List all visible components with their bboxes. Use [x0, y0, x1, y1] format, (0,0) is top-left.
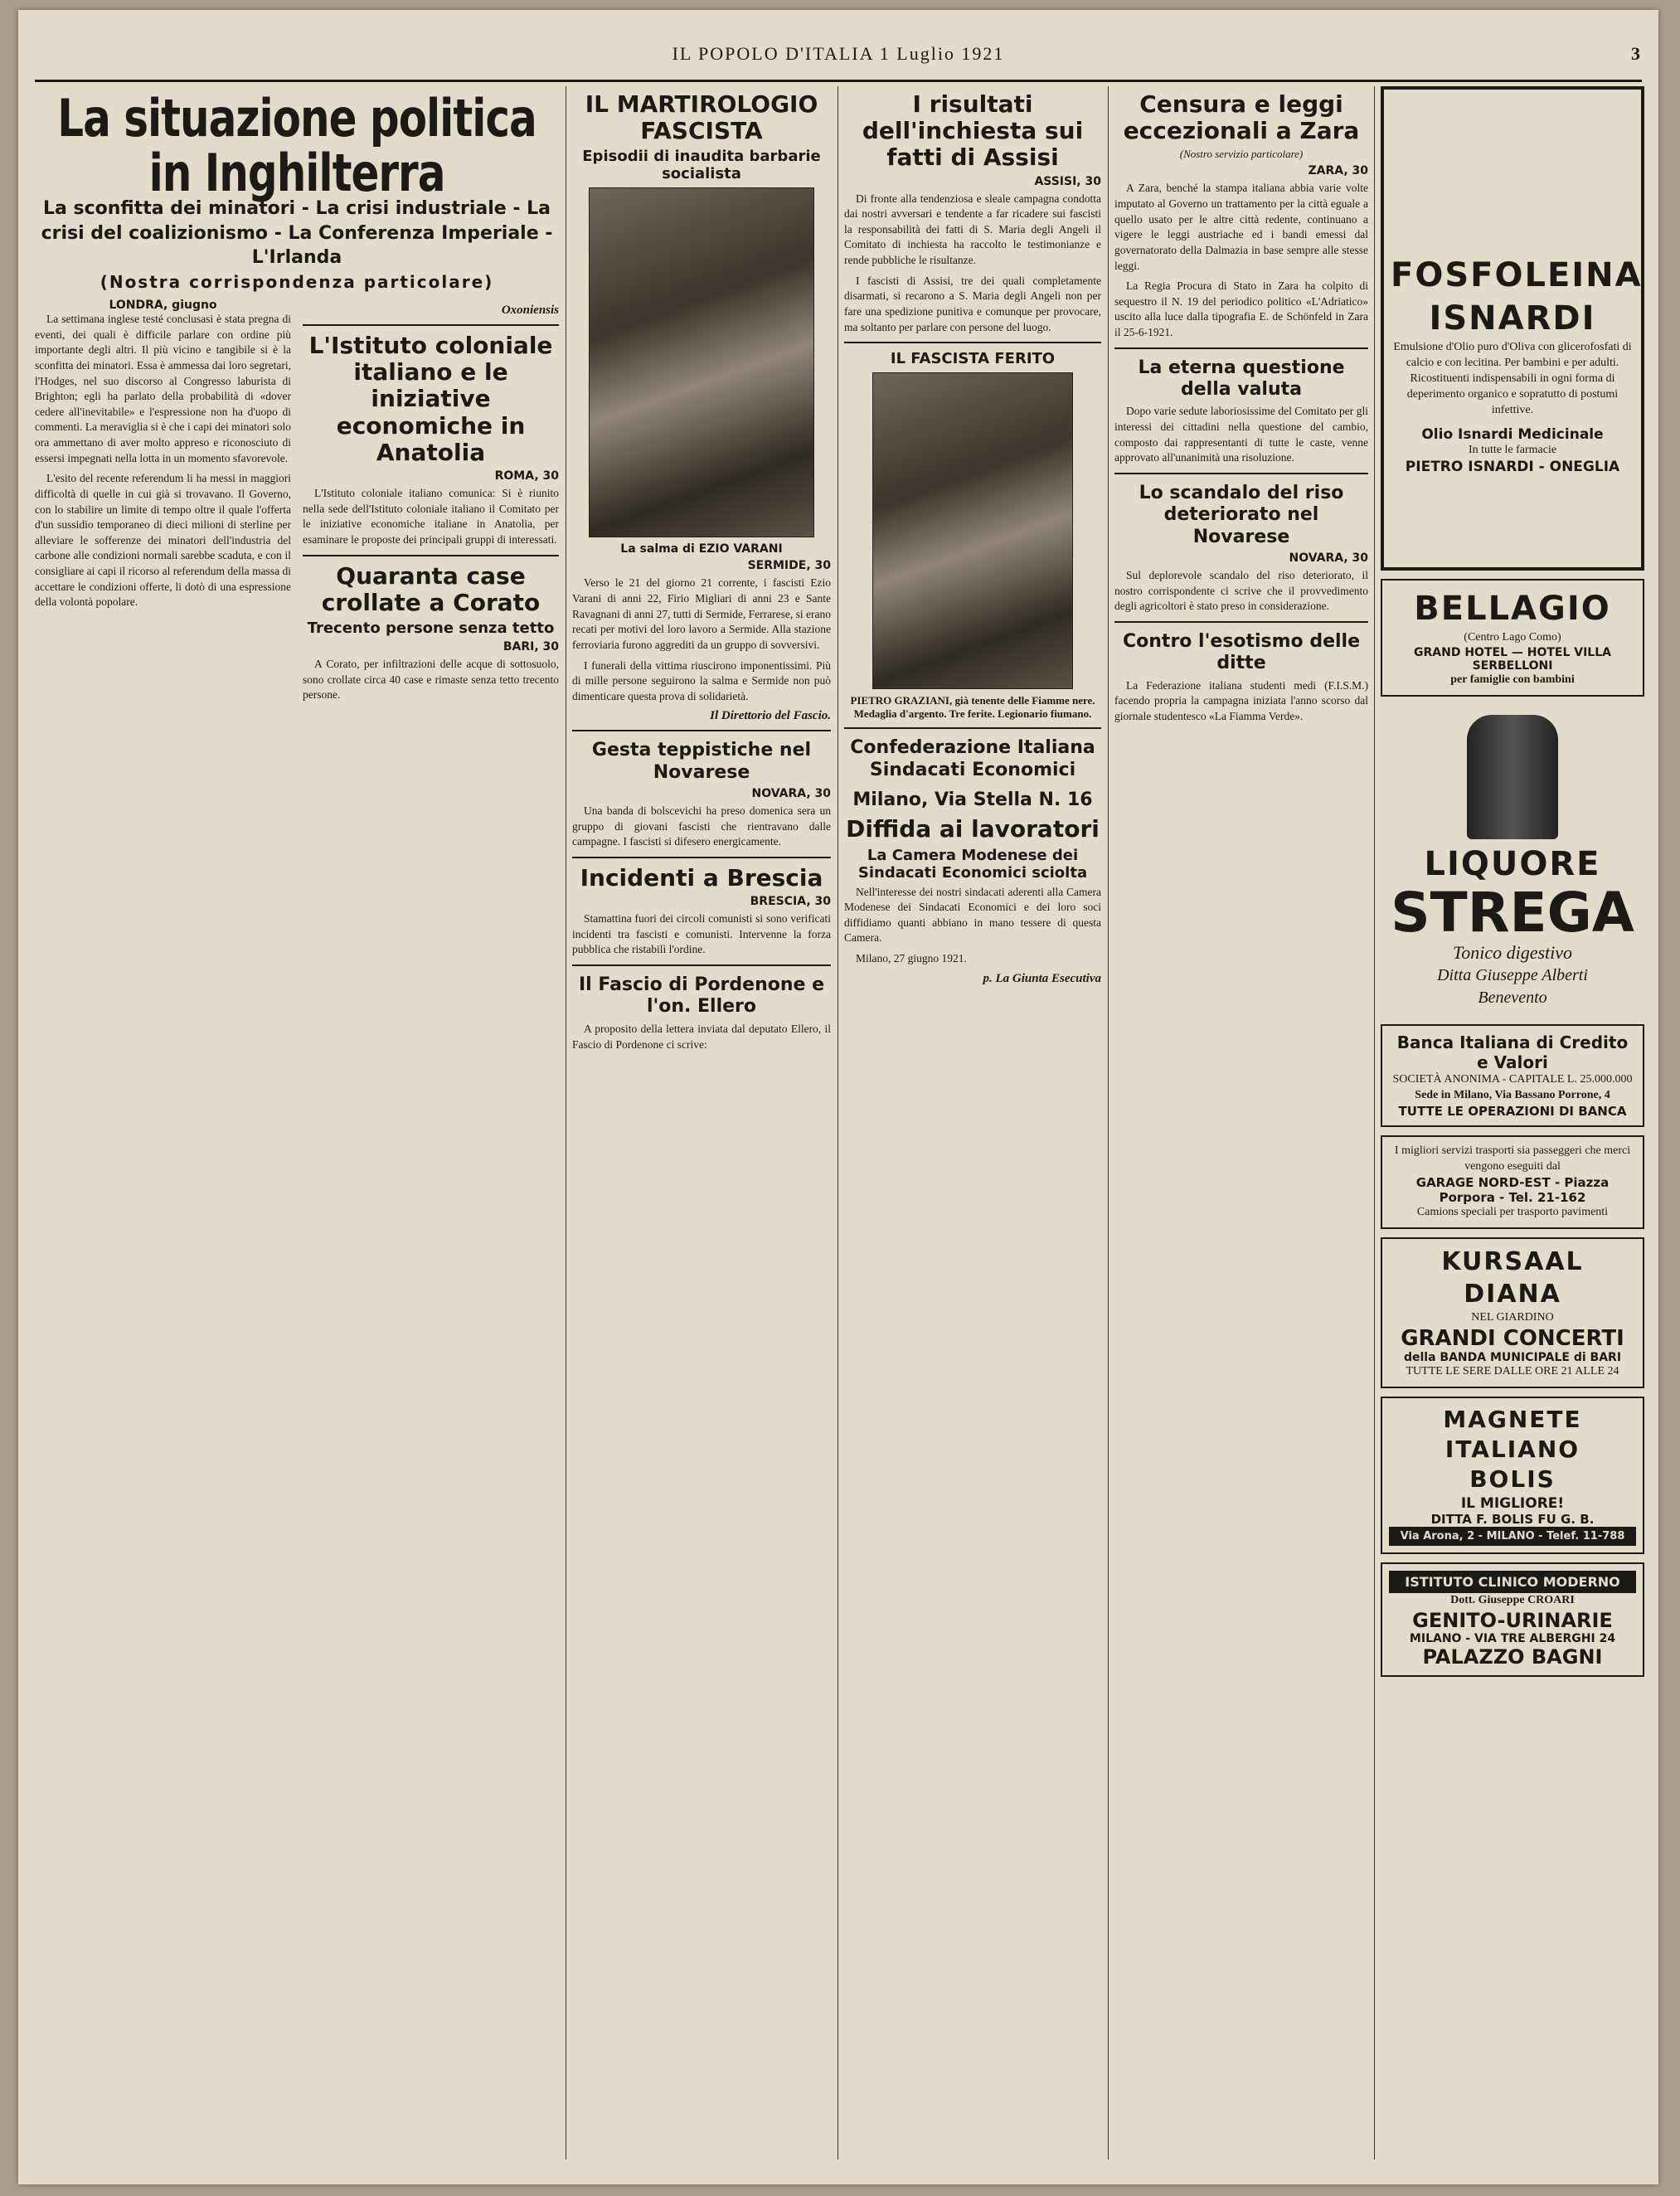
ad-magnete-title: MAGNETE ITALIANO	[1443, 1405, 1582, 1464]
dateline-assisi: ASSISI, 30	[1034, 174, 1101, 188]
headline-inghilterra: La situazione politica in Inghilterra	[57, 88, 537, 203]
article-paragraph: Di fronte alla tendenziosa e sleale campagna condotta dai nostri avversari e tendente a far ricadere sui fascisti la responsabilità dei fatti di S. Maria degli Angeli il Comitato di inchiesta ha raccolto le testimonianze e rende pubbliche le risultanze.	[844, 192, 1101, 267]
ad-banca-ops: TUTTE LE OPERAZIONI DI BANCA	[1398, 1104, 1627, 1120]
headline-esotismo: Contro l'esotismo delle ditte	[1123, 630, 1360, 674]
article-paragraph: Nell'interesse dei nostri sindacati aderenti alla Camera Modenese dei Sindacati Economici e dei loro soci diffidiamo quanti abbiano in mano tessere di questa Camera.	[844, 885, 1101, 945]
signature-giunta: p. La Giunta Esecutiva	[983, 971, 1101, 985]
masthead-rule	[35, 80, 1642, 82]
dateline-novara-riso: NOVARA, 30	[1289, 551, 1368, 566]
ad-bellagio	[1381, 579, 1644, 697]
article-paragraph: Dopo varie sedute laboriosissime del Comitato per gli interessi dei cittadini nella questione del cambio, composto dai rappresentanti di tutte le caste, venne approvato all'unanimità una risoluzione.	[1114, 405, 1368, 464]
ad-magnete-addr: Via Arona, 2 - MILANO - Telef. 11-788	[1389, 1527, 1636, 1546]
ad-banca-title: Banca Italiana di Credito e Valori	[1396, 1032, 1629, 1073]
article-inghilterra	[35, 86, 559, 2160]
article-paragraph: La Federazione italiana studenti medi (F.I.S.M.) facendo propria la campagna iniziata l'anno scorso dal giornale studentesco «La Fiamma Verde».	[1114, 678, 1368, 722]
headline-confederazione: Confederazione Italiana Sindacati Economici	[850, 737, 1095, 780]
ad-garage-text: I migliori servizi trasporti sia passeggeri che merci vengono eseguiti dal	[1394, 1144, 1631, 1173]
ad-fosfoleina-maker: PIETRO ISNARDI - ONEGLIA	[1405, 459, 1620, 476]
page-number: 3	[1631, 43, 1642, 64]
dateline-londra: LONDRA, giugno	[109, 299, 217, 313]
ad-strega-title1: LIQUORE	[1424, 844, 1601, 883]
ad-kursaal-band: della BANDA MUNICIPALE di BARI	[1403, 1350, 1622, 1364]
photo-caption-salma: La salma di EZIO VARANI	[620, 542, 783, 556]
headline-pordenone: Il Fascio di Pordenone e l'on. Ellero	[578, 974, 825, 1018]
ad-fosfoleina-text: Emulsione d'Olio puro d'Oliva con glicerofosfati di calcio e con lecitina. Per bambini e per adulti. Ricostituenti indispensabili in ogni forma di deperimento organico e sopratutto di postumi infettive.	[1393, 341, 1632, 416]
masthead-title: IL POPOLO D'ITALIA 1 Luglio 1921	[672, 43, 1005, 64]
headline-zara: Censura e leggi eccezionali a Zara	[1123, 90, 1360, 145]
ad-strega-title2: STREGA	[1391, 880, 1634, 945]
article-paragraph: Stamattina fuori dei circoli comunisti si sono verificati incidenti tra fascisti e comunisti. Intervenne la forza pubblica che ristabilì l'ordine.	[572, 912, 831, 956]
article-paragraph: L'esito del recente referendum li ha messi in maggiori difficoltà di quelle in cui già si trovavano. Il Governo, con lo stabilire un limite di tempo oltre il quale l'offerta d'un sussidio temporaneo di dieci milioni di sterline per alleviare le sofferenze dei minatori dell'industria del carbone alle condizioni normali sarebbe scaduta, e con il consigliare ai capi il ricorso al referendum della massa di accettare le condizioni offerte, li dotò di una espressione della volontà popolare.	[35, 472, 291, 609]
article-paragraph: L'Istituto coloniale italiano comunica: Si è riunito nella sede dell'Istituto coloniale italiano il Comitato per le iniziative economiche italiane in Anatolia, per esaminare le proposte dei principali gruppi di interessati.	[303, 487, 559, 546]
ad-clinico-doc: Dott. Giuseppe CROARI	[1450, 1593, 1575, 1606]
ad-fosfoleina	[1381, 86, 1644, 571]
subhead-corrispondenza: (Nostra corrispondenza particolare)	[100, 272, 494, 293]
article-zara	[1114, 86, 1368, 2160]
article-paragraph: A proposito della lettera inviata dal deputato Ellero, il Fascio di Pordenone ci scrive:	[572, 1022, 831, 1051]
ads-column	[1381, 86, 1644, 2168]
article-date: Milano, 27 giugno 1921.	[856, 952, 967, 965]
photo-heading-fascista-ferito: IL FASCISTA FERITO	[890, 350, 1056, 368]
ad-garage	[1381, 1135, 1644, 1229]
masthead	[35, 43, 1642, 76]
ad-magnete	[1381, 1397, 1644, 1554]
separator	[303, 324, 559, 326]
dateline-bari: BARI, 30	[503, 639, 559, 653]
article-assisi	[844, 86, 1101, 2160]
ad-istituto-clinico	[1381, 1562, 1644, 1677]
headline-corato: Quaranta case crollate a Corato	[321, 561, 541, 616]
ad-fosfoleina-title: FOSFOLEINA ISNARDI	[1391, 256, 1643, 338]
headline-istituto-coloniale: L'Istituto coloniale italiano e le iniziative economiche in Anatolia	[308, 332, 553, 466]
newspaper-page	[18, 10, 1658, 2184]
bottle-icon	[1467, 715, 1558, 839]
ad-banca-line: SOCIETÀ ANONIMA - CAPITALE L. 25.000.000	[1392, 1073, 1633, 1086]
photo-graziani	[872, 372, 1073, 689]
separator	[844, 342, 1101, 343]
separator	[572, 964, 831, 966]
article-paragraph: Verso le 21 del giorno 21 corrente, i fascisti Ezio Varani di anni 22, Firio Migliari di anni 23 e Sante Ravagnani di anni 27, tutti di Sermide, Ferrarese, si erano recati per motivi del loro lavoro a Sermide. Alla stazione ferroviaria furono aggrediti da un gruppo di sovversivi.	[572, 576, 831, 651]
ad-clinico-hotel: PALAZZO BAGNI	[1422, 1645, 1603, 1669]
subhead-inghilterra: La sconfitta dei minatori - La crisi industriale - La crisi del coalizionismo - La Conferenza Imperiale - L'Irlanda	[41, 198, 553, 269]
article-martirologio	[572, 86, 831, 2160]
dateline-novara: NOVARA, 30	[751, 787, 831, 801]
dateline-sermide: SERMIDE, 30	[747, 559, 831, 573]
ad-garage-note: Camions speciali per trasporto pavimenti	[1416, 1206, 1609, 1219]
subhead-martirologio: Episodii di inaudita barbarie socialista	[582, 148, 821, 183]
ad-magnete-slogan: IL MIGLIORE!	[1460, 1494, 1565, 1512]
article-paragraph: A Corato, per infiltrazioni delle acque di sottosuolo, sono crollate circa 40 case e rimaste senza tetto trecento persone.	[303, 657, 559, 702]
signature-direttorio: Il Direttorio del Fascio.	[710, 709, 831, 723]
ad-kursaal-title: KURSAAL DIANA	[1441, 1246, 1584, 1309]
photo-salma	[589, 187, 814, 537]
headline-riso: Lo scandalo del riso deteriorato nel Novarese	[1139, 482, 1344, 547]
ad-kursaal	[1381, 1237, 1644, 1388]
separator	[1114, 473, 1368, 474]
ad-strega-tag: Tonico digestivo	[1452, 941, 1573, 963]
headline-brescia: Incidenti a Brescia	[580, 864, 823, 892]
article-paragraph: I fascisti di Assisi, tre dei quali completamente disarmati, si recarono a S. Maria degli Angeli non per fare una spedizione punitiva e comunque per provocare, ma soltanto per parlare con persone del luogo.	[844, 274, 1101, 333]
ad-banca	[1381, 1024, 1644, 1127]
subhead-corato: Trecento persone senza tetto	[307, 619, 555, 637]
ad-fosfoleina-product: Olio Isnardi Medicinale	[1421, 426, 1604, 444]
ad-garage-title: GARAGE NORD-EST - Piazza Porpora - Tel. 21-162	[1415, 1175, 1610, 1206]
ad-strega-city: Benevento	[1478, 989, 1547, 1008]
ad-bellagio-line: GRAND HOTEL — HOTEL VILLA SERBELLONI	[1414, 645, 1611, 673]
dateline-roma: ROMA, 30	[494, 469, 559, 483]
ad-bellagio-title: BELLAGIO	[1414, 590, 1611, 628]
separator	[572, 730, 831, 731]
separator	[1114, 621, 1368, 623]
ad-bellagio-sub: (Centro Lago Como)	[1464, 631, 1561, 644]
article-paragraph: Una banda di bolscevichi ha preso domenica sera un gruppo di giovani fascisti che rientravano dalle campagne. I fascisti si difesero energicamente.	[572, 804, 831, 848]
ad-magnete-brand: BOLIS	[1469, 1465, 1556, 1494]
ad-banca-seat: Sede in Milano, Via Bassano Porrone, 4	[1415, 1089, 1610, 1102]
signature-oxoniensis: Oxoniensis	[501, 304, 559, 318]
article-paragraph: La settimana inglese testé conclusasi è stata pregna di eventi, dei quali è difficile parlare con ordine più importante degli altri. Il più vicino e tangibile si è la sconfitta dei minatori. Essa è ammessa dai loro segretari, l'Hodges, nel suo discorso al Congresso laburista di Brighton; egli ha parlato della probabilità di «dover cedere all'inevitabile» e l'espressione non ha d'uopo di commenti. La meraviglia si è che i capi dei minatori solo ora ammettano di aver molto appreso e riconosciuto di essersi impegnati nella lotta in un momento sfavorevole.	[35, 313, 291, 464]
separator	[572, 857, 831, 858]
article-paragraph: La Regia Procura di Stato in Zara ha colpito di sequestro il N. 19 del periodico politico «L'Adriatico» uscito alla luce dalla tipografia E. de Schönfeld in Zara il 25-6-1921.	[1114, 279, 1368, 338]
headline-assisi: I risultati dell'inchiesta sui fatti di Assisi	[862, 90, 1084, 172]
column-divider	[1374, 86, 1375, 2160]
dateline-brescia: BRESCIA, 30	[750, 895, 831, 909]
article-paragraph: A Zara, benché la stampa italiana abbia varie volte imputato al Governo un trattamento per la città eguale a quello usato per le altre città redente, continuano a vigere le leggi austriache ed i bandi emessi dal governatorato della Dalmazia in base sempre alle stesse leggi.	[1114, 182, 1368, 272]
article-paragraph: I funerali della vittima riuscirono imponentissimi. Più di mille persone seguirono la salma e Sermide non può dimenticare questa prova di solidarietà.	[572, 658, 831, 702]
ad-bellagio-note: per famiglie con bambini	[1450, 673, 1575, 686]
ad-clinico-addr: MILANO - VIA TRE ALBERGHI 24	[1409, 1631, 1616, 1645]
ad-kursaal-time: TUTTE LE SERE DALLE ORE 21 ALLE 24	[1406, 1364, 1619, 1377]
ad-clinico-spec: GENITO-URINARIE	[1412, 1608, 1613, 1632]
ad-strega	[1381, 705, 1644, 1017]
subhead-camera-modenese: La Camera Modenese dei Sindacati Economici sciolta	[857, 846, 1088, 882]
ad-strega-maker: Ditta Giuseppe Alberti	[1437, 966, 1588, 985]
headline-valuta: La eterna questione della valuta	[1138, 357, 1345, 401]
ad-kursaal-sub: NEL GIARDINO	[1471, 1310, 1554, 1324]
ad-kursaal-line: GRANDI CONCERTI	[1401, 1325, 1624, 1351]
headline-diffida: Diffida ai lavoratori	[846, 815, 1100, 843]
column-divider	[1108, 86, 1109, 2160]
dateline-zara: ZARA, 30	[1308, 164, 1368, 178]
headline-martirologio: IL MARTIROLOGIO FASCISTA	[585, 90, 818, 145]
confederazione-address: Milano, Via Stella N. 16	[852, 789, 1093, 810]
separator	[1114, 347, 1368, 349]
article-paragraph: Sul deplorevole scandalo del riso deteriorato, il nostro corrispondente ci scrive che il provvedimento degli agricoltori è stato preso in considerazione.	[1114, 569, 1368, 613]
separator	[303, 555, 559, 556]
kicker-zara: (Nostro servizio particolare)	[1179, 148, 1304, 161]
photo-caption-graziani: PIETRO GRAZIANI, già tenente delle Fiamme nere. Medaglia d'argento. Tre ferite. Legionario fiumano.	[850, 694, 1095, 721]
ad-fosfoleina-where: In tutte le farmacie	[1468, 444, 1557, 457]
separator	[844, 727, 1101, 729]
ad-clinico-title: ISTITUTO CLINICO MODERNO	[1389, 1571, 1636, 1593]
ad-magnete-maker: DITTA F. BOLIS FU G. B.	[1430, 1511, 1595, 1527]
headline-novarese: Gesta teppistiche nel Novarese	[591, 740, 812, 783]
